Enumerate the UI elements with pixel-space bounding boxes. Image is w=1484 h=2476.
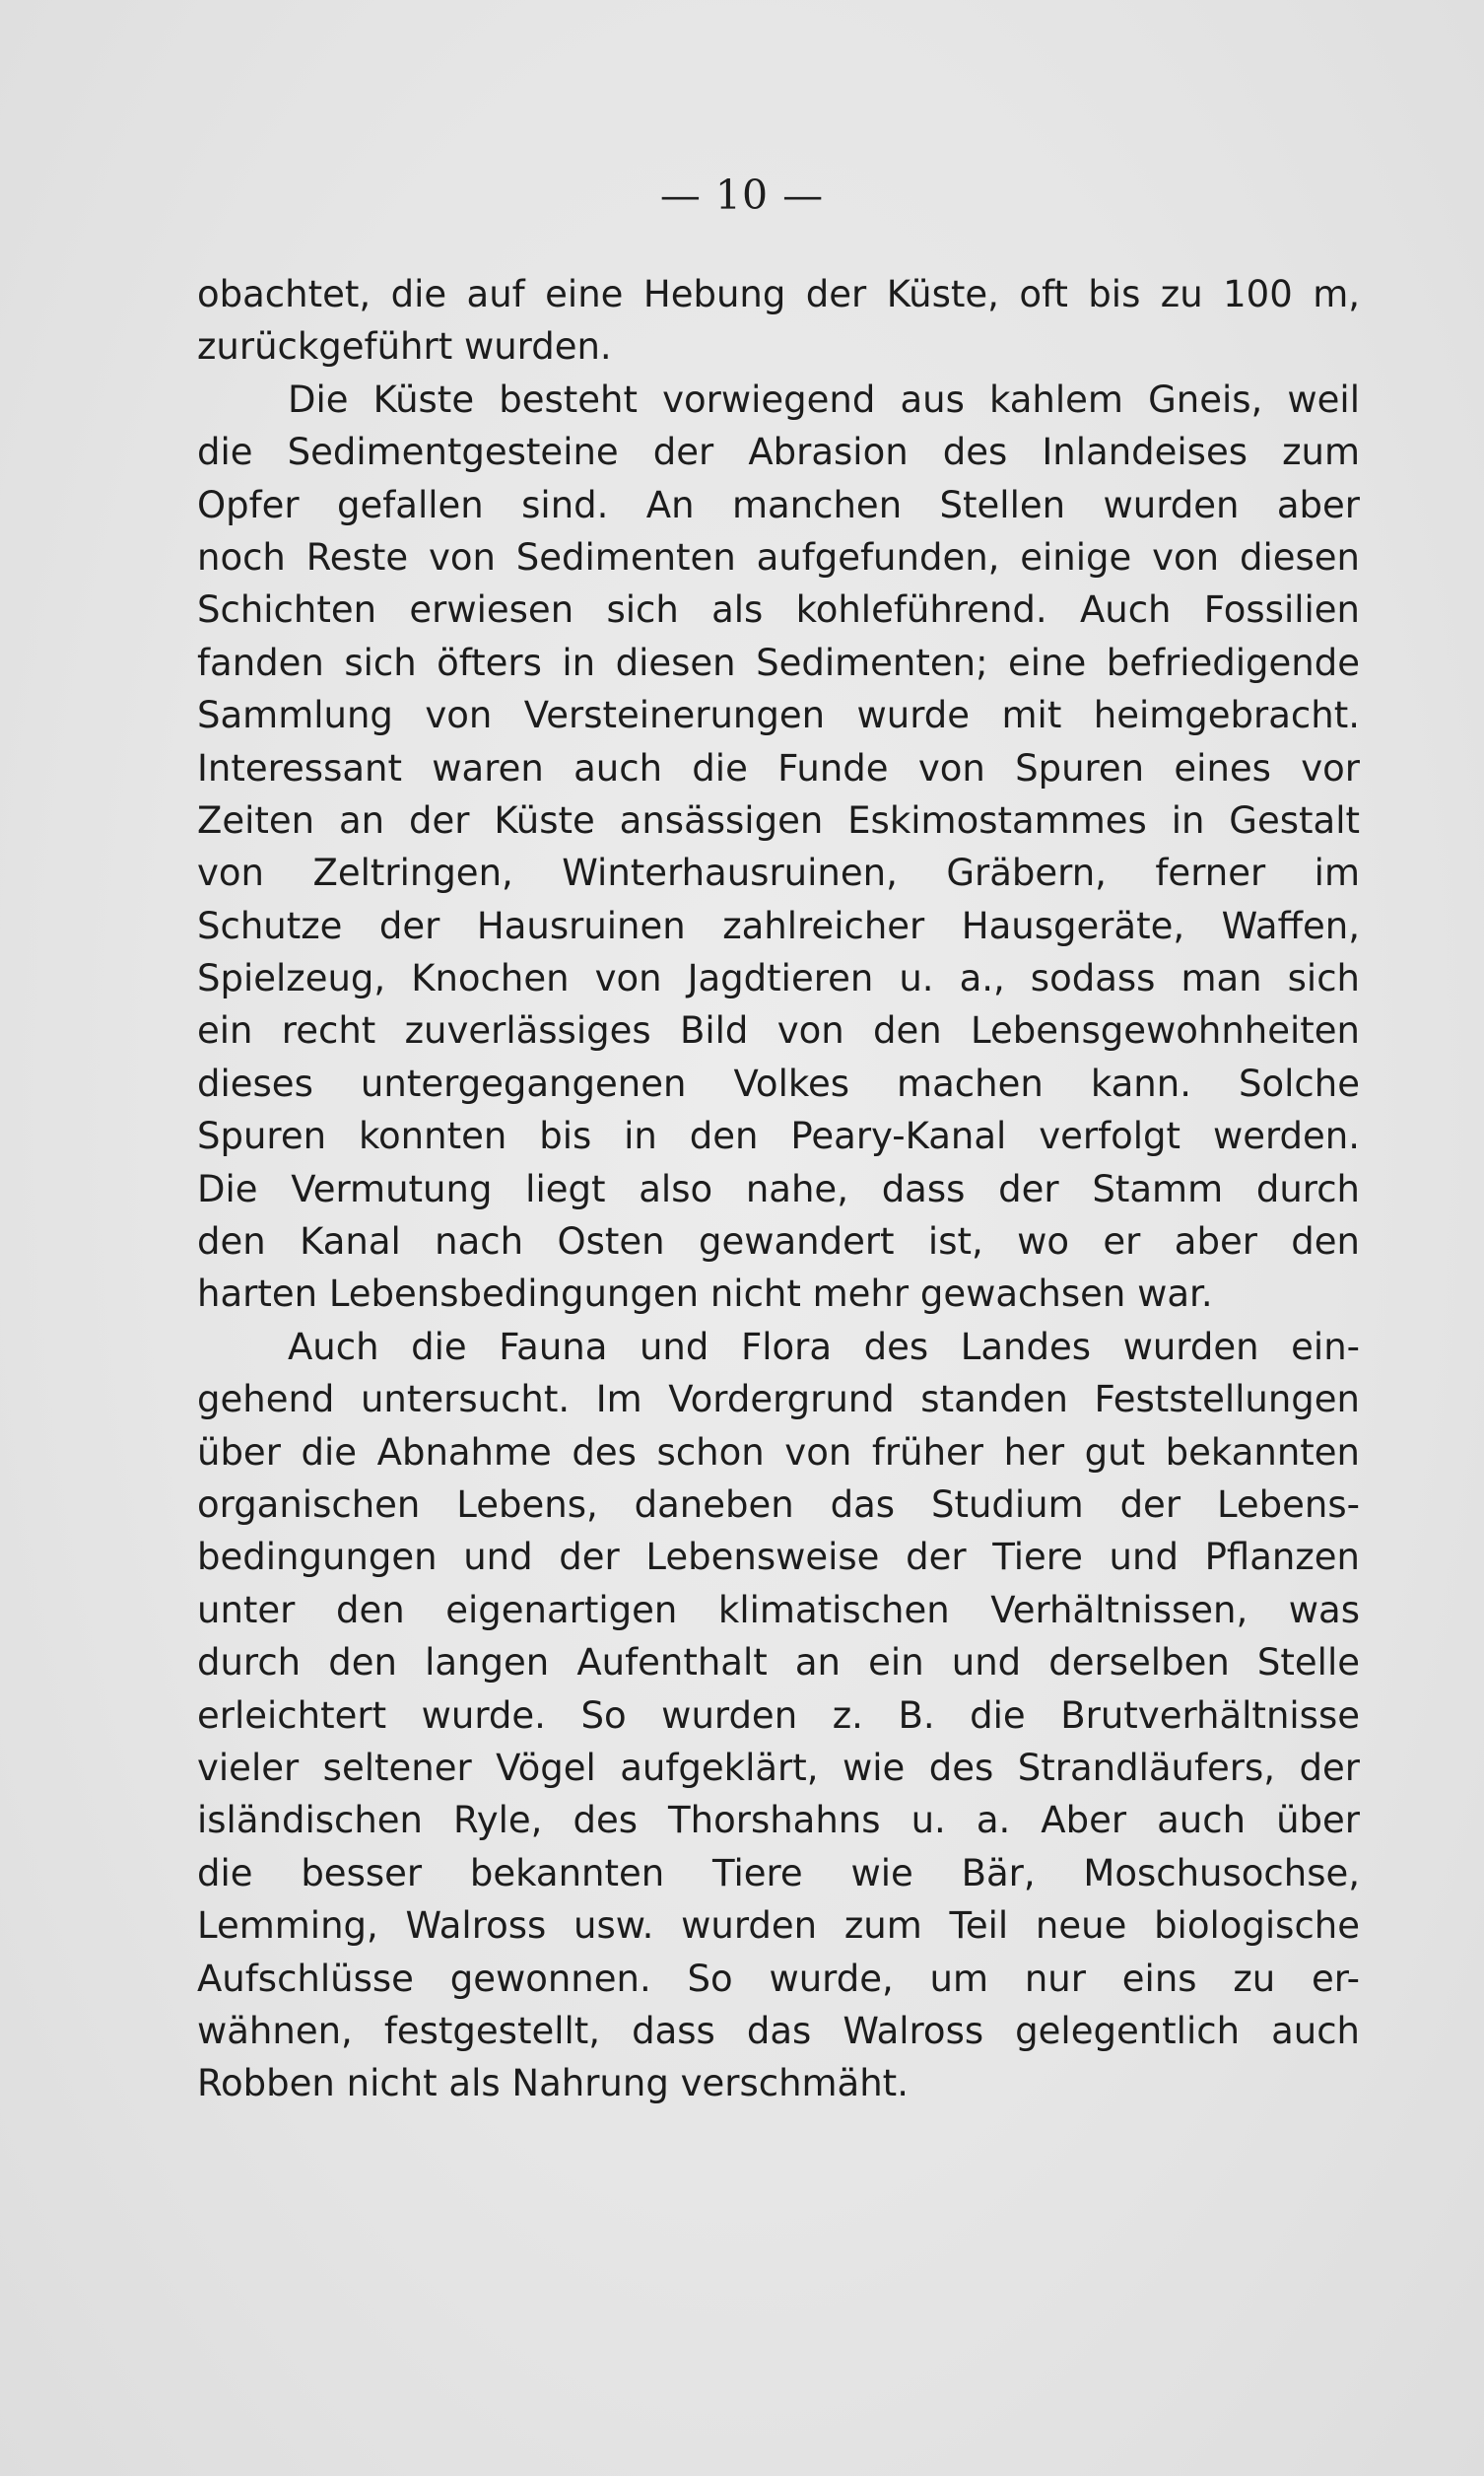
text-line: noch Reste von Sedimenten aufgefunden, einige von diesen [197,535,1360,579]
text-line: Schichten erwiesen sich als kohleführend. Auch Fossilien [197,588,1360,632]
text-line: Zeiten an der Küste ansässigen Eskimostammes in Gestalt [197,798,1360,842]
text-line: ein recht zuverlässiges Bild von den Lebensgewohnheiten [197,1009,1360,1053]
text-line: Aufschlüsse gewonnen. So wurde, um nur eins zu er- [197,1957,1360,2000]
text-line: fanden sich öfters in diesen Sedimenten; eine befriedigende [197,641,1360,684]
text-line: wähnen, festgestellt, dass das Walross gelegentlich auch [197,2009,1360,2052]
text-line: harten Lebensbedingungen nicht mehr gewachsen war. [197,1272,1213,1316]
page-number: — 10 — [659,172,825,219]
text-line: Interessant waren auch die Funde von Spuren eines vor [197,746,1360,790]
text-line: gehend untersucht. Im Vordergrund standen Feststellungen [197,1378,1360,1421]
text-line: Spuren konnten bis in den Peary-Kanal verfolgt werden. [197,1115,1360,1158]
text-line: dieses untergegangenen Volkes machen kann. Solche [197,1062,1360,1105]
text-line: erleichtert wurde. So wurden z. B. die Brutverhältnisse [197,1693,1360,1737]
text-line: über die Abnahme des schon von früher her gut bekannten [197,1430,1360,1474]
text-line: Schutze der Hausruinen zahlreicher Hausgeräte, Waffen, [197,904,1360,947]
text-line: Die Küste besteht vorwiegend aus kahlem Gneis, weil [288,378,1360,421]
text-line: die besser bekannten Tiere wie Bär, Moschusochse, [197,1851,1360,1894]
text-line: organischen Lebens, daneben das Studium der Lebens- [197,1482,1360,1526]
text-line: isländischen Ryle, des Thorshahns u. a. Aber auch über [197,1799,1360,1842]
text-line: bedingungen und der Lebensweise der Tiere und Pflanzen [197,1536,1360,1579]
text-line: zurückgeführt wurden. [197,325,612,369]
body-text [197,268,1360,2110]
text-line: Spielzeug, Knochen von Jagdtieren u. a., sodass man sich [197,957,1360,1000]
text-line: von Zeltringen, Winterhausruinen, Gräbern, ferner im [197,852,1360,895]
text-line: den Kanal nach Osten gewandert ist, wo er aber den [197,1220,1360,1264]
text-line: Opfer gefallen sind. An manchen Stellen wurden aber [197,483,1360,526]
text-line: Lemming, Walross usw. wurden zum Teil neue biologische [197,1904,1360,1948]
text-line: Sammlung von Versteinerungen wurde mit heimgebracht. [197,694,1360,737]
text-line: Robben nicht als Nahrung verschmäht. [197,2062,909,2105]
text-line: die Sedimentgesteine der Abrasion des Inlandeises zum [197,431,1360,474]
text-line: durch den langen Aufenthalt an ein und derselben Stelle [197,1641,1360,1685]
text-line: Auch die Fauna und Flora des Landes wurden ein- [288,1325,1360,1368]
text-line: unter den eigenartigen klimatischen Verhältnissen, was [197,1588,1360,1631]
text-line: Die Vermutung liegt also nahe, dass der Stamm durch [197,1167,1360,1210]
text-line: vieler seltener Vögel aufgeklärt, wie des Strandläufers, der [197,1746,1360,1789]
text-line: obachtet, die auf eine Hebung der Küste, oft bis zu 100 m, [197,273,1360,315]
